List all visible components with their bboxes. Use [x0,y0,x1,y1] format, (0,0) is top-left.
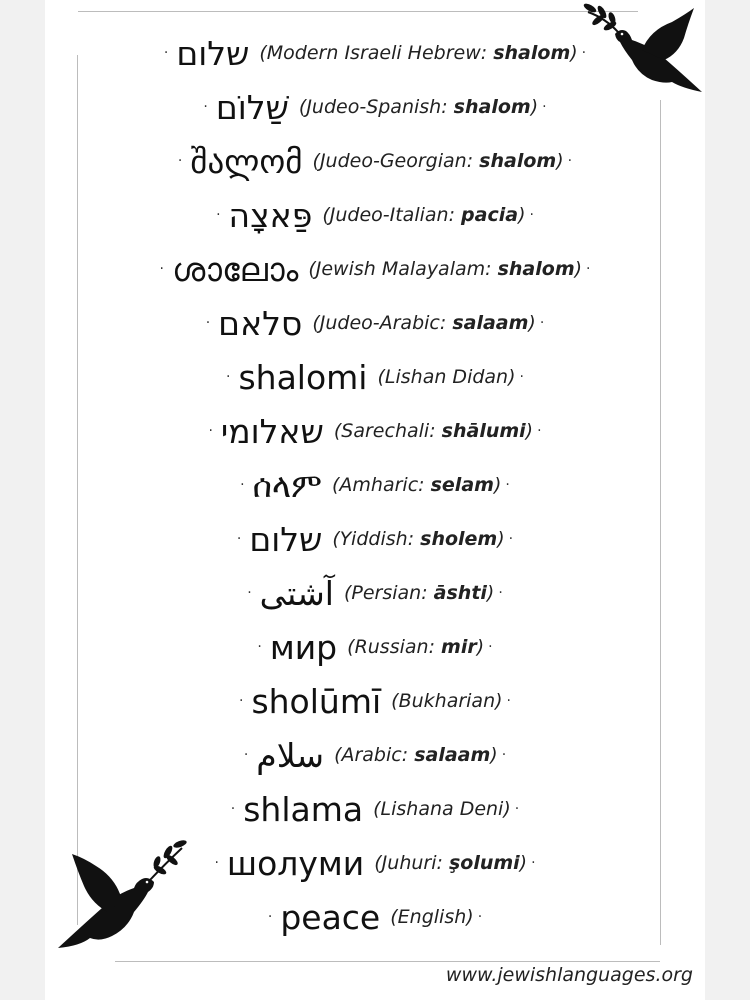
peace-word: שלום [249,519,323,559]
peace-word: мир [269,627,338,667]
top-rule [78,11,638,12]
transliteration: āshti [433,582,487,604]
transliteration: pacia [461,204,519,226]
bullet-dot: · [243,747,249,763]
peace-word: آشتی [259,573,334,613]
transliteration: mir [441,636,477,658]
bullet-dot: · [519,369,524,385]
language-note: (Modern Israeli Hebrew: shalom) [259,42,578,64]
bullet-dot: · [214,855,219,871]
language-name: English [397,906,467,928]
dove-with-olive-branch-icon [560,0,710,110]
transliteration: sholem [420,528,498,550]
language-name: Judeo-Arabic [319,312,440,334]
language-name: Persian [351,582,422,604]
bullet-dot: · [205,315,211,331]
peace-word: shalomi [238,357,368,397]
bullet-dot: · [508,531,514,547]
bullet-dot: · [203,99,208,115]
bullet-dot: · [488,639,493,655]
list-item [45,566,705,620]
language-name: Jewish Malayalam [315,258,486,280]
peace-word: ሰላም [252,465,322,505]
language-note: (English) [390,906,474,928]
bullet-dot: · [216,207,221,223]
language-name: Bukharian [398,690,496,712]
transliteration: shālumi [441,420,526,442]
language-name: Lishana Deni [380,798,504,820]
bullet-dot: · [226,369,231,385]
list-item [45,296,705,350]
language-name: Modern Israeli Hebrew [266,42,481,64]
bullet-dot: · [514,801,520,817]
bullet-dot: · [501,747,507,763]
list-item [45,674,705,728]
language-note: (Judeo-Italian: pacia) [322,204,526,226]
list-item [45,728,705,782]
peace-word: שלום [176,33,250,73]
dove-with-olive-branch-icon [50,838,200,963]
language-name: Russian [354,636,429,658]
language-note: (Lishan Didan) [377,366,516,388]
language-name: Arabic [341,744,402,766]
language-note: (Arabic: salaam) [334,744,498,766]
language-note: (Judeo-Georgian: shalom) [312,150,564,172]
language-name: Juhuri [381,852,437,874]
language-note: (Persian: āshti) [343,582,495,604]
bullet-dot: · [208,423,213,439]
language-note: (Lishana Deni) [373,798,511,820]
poster [45,0,705,1000]
language-note: (Judeo-Arabic: salaam) [312,312,536,334]
bullet-dot: · [236,531,242,547]
transliteration: salaam [414,744,491,766]
bullet-dot: · [529,207,534,223]
peace-word: peace [280,897,381,937]
list-item [45,188,705,242]
language-name: Sarechali [341,420,430,442]
language-note: (Juhuri: şolumi) [374,852,528,874]
language-note: (Sarechali: shālumi) [333,420,534,442]
language-note: (Russian: mir) [347,636,485,658]
language-name: Judeo-Italian [329,204,449,226]
bullet-dot: · [537,423,542,439]
bullet-dot: · [159,261,164,277]
bullet-dot: · [539,315,545,331]
peace-word: ശാലോം [171,249,299,289]
peace-word: shlama [243,789,364,829]
language-name: Judeo-Spanish [306,96,442,118]
peace-word: шолуми [226,843,365,883]
bullet-dot: · [567,153,573,169]
transliteration: shalom [479,150,557,172]
peace-word: סלאם [218,303,303,343]
bullet-dot: · [240,477,245,493]
transliteration: shalom [493,42,571,64]
language-note: (Bukharian) [391,690,503,712]
list-item [45,350,705,404]
language-name: Amharic [339,474,419,496]
peace-word: سلام [256,735,325,775]
bullet-dot: · [505,477,510,493]
list-item [45,620,705,674]
bullet-dot: · [586,261,591,277]
bullet-dot: · [247,585,252,601]
bullet-dot: · [581,45,587,61]
transliteration: şolumi [448,852,520,874]
bullet-dot: · [163,45,169,61]
list-item [45,458,705,512]
bullet-dot: · [506,693,511,709]
list-item [45,242,705,296]
transliteration: shalom [453,96,531,118]
bullet-dot: · [257,639,262,655]
language-note: (Yiddish: sholem) [332,528,505,550]
bullet-dot: · [230,801,236,817]
list-item [45,512,705,566]
language-name: Yiddish [339,528,408,550]
bullet-dot: · [177,153,183,169]
bullet-dot: · [542,99,547,115]
bullet-dot: · [267,909,273,925]
list-item [45,782,705,836]
bullet-dot: · [239,693,244,709]
peace-word: פַּאצָה [228,195,313,235]
language-name: Lishan Didan [384,366,509,388]
transliteration: shalom [497,258,575,280]
footer-url[interactable]: www.jewishlanguages.org [445,964,693,986]
transliteration: selam [430,474,494,496]
bullet-dot: · [531,855,536,871]
transliteration: salaam [452,312,529,334]
list-item [45,404,705,458]
peace-word: sholūmī [251,681,382,721]
peace-word: שַׁלוֹם [215,87,289,127]
peace-word: შალომ [190,141,303,181]
language-note: (Judeo-Spanish: shalom) [298,96,539,118]
bullet-dot: · [477,909,483,925]
language-name: Judeo-Georgian [319,150,467,172]
language-note: (Jewish Malayalam: shalom) [308,258,583,280]
bullet-dot: · [498,585,503,601]
language-note: (Amharic: selam) [332,474,502,496]
list-item [45,134,705,188]
peace-word: שאלומי [220,411,324,451]
